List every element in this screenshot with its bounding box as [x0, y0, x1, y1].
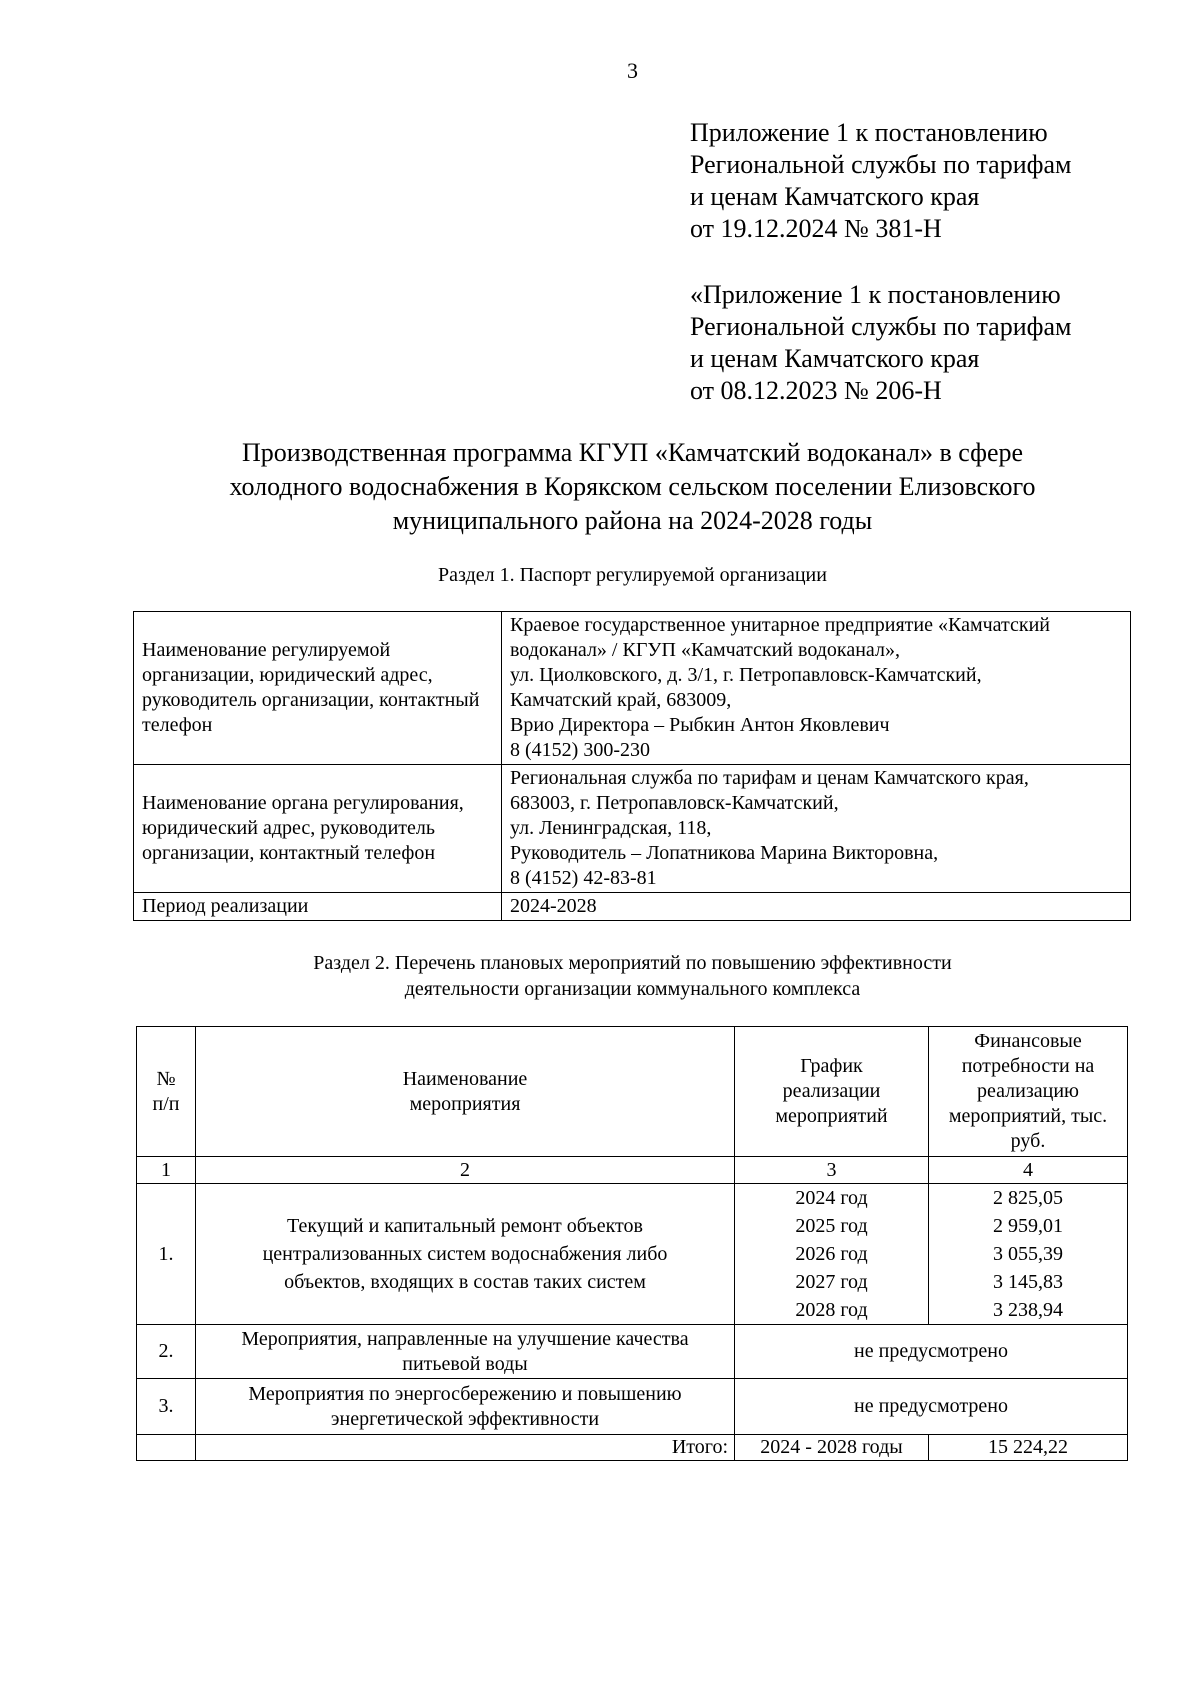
passport-value: 2024-2028 [502, 893, 1131, 921]
item-name: Мероприятия, направленные на улучшение качества питьевой воды [196, 1325, 735, 1379]
header-measure-name: Наименование мероприятия [196, 1027, 735, 1157]
financing-amount: 2 825,05 [993, 1187, 1063, 1209]
total-amount: 15 224,22 [929, 1435, 1128, 1461]
section2-title-line: деятельности организации коммунального комплекса [404, 978, 861, 1000]
appendix-line: от 08.12.2023 № 206-Н [690, 376, 942, 405]
schedule-year: 2026 год [795, 1243, 868, 1265]
column-number: 3 [735, 1157, 929, 1184]
schedule-year: 2025 год [795, 1215, 868, 1237]
header-schedule: График реализации мероприятий [735, 1027, 929, 1157]
table-row [134, 612, 1131, 765]
passport-value: Краевое государственное унитарное предприятие «Камчатский водоканал» / КГУП «Камчатский водоканал», ул. Циолковского, д. 3/1, г. Петропавловск-Камчатский, Камчатский край, 683009, Врио Директора – Рыбкин Антон Яковлевич 8 (4152) 300-230 [502, 612, 1131, 765]
appendix-reference-previous [690, 279, 1071, 407]
table-row [137, 1184, 1128, 1325]
header-number: № п/п [137, 1027, 196, 1157]
section2-title-line: Раздел 2. Перечень плановых мероприятий по повышению эффективности [313, 952, 952, 974]
column-number: 4 [929, 1157, 1128, 1184]
appendix-line: Региональной службы по тарифам [690, 312, 1072, 341]
item-name: Мероприятия по энергосбережению и повышению энергетической эффективности [196, 1379, 735, 1435]
column-number: 1 [137, 1157, 196, 1184]
schedule-year: 2027 год [795, 1271, 868, 1293]
table-header-row [137, 1027, 1128, 1157]
item-number: 1. [137, 1184, 196, 1325]
total-empty-cell [137, 1435, 196, 1461]
schedule-year: 2024 год [795, 1187, 868, 1209]
table-row [137, 1325, 1128, 1379]
financing-amount: 3 238,94 [993, 1299, 1063, 1321]
section2-title [0, 950, 1200, 1002]
item-note: не предусмотрено [735, 1325, 1128, 1379]
item-schedule [735, 1184, 929, 1325]
measures-table [136, 1026, 1128, 1461]
financing-amount: 2 959,01 [993, 1215, 1063, 1237]
appendix-line: «Приложение 1 к постановлению [690, 280, 1061, 309]
passport-table [133, 611, 1131, 921]
item-number: 2. [137, 1325, 196, 1379]
appendix-line: и ценам Камчатского края [690, 344, 980, 373]
appendix-line: Приложение 1 к постановлению [690, 118, 1048, 147]
appendix-line: от 19.12.2024 № 381-Н [690, 214, 942, 243]
appendix-line: Региональной службы по тарифам [690, 150, 1072, 179]
title-line: муниципального района на 2024-2028 годы [392, 506, 873, 535]
item-financing [929, 1184, 1128, 1325]
item-name: Текущий и капитальный ремонт объектов централизованных систем водоснабжения либо объектов, входящих в состав таких систем [196, 1184, 735, 1325]
column-numbers-row [137, 1157, 1128, 1184]
passport-value: Региональная служба по тарифам и ценам Камчатского края, 683003, г. Петропавловск-Камчатский, ул. Ленинградская, 118, Руководитель – Лопатникова Марина Викторовна, 8 (4152) 42-83-81 [502, 765, 1131, 893]
section1-title: Раздел 1. Паспорт регулируемой организации [438, 564, 827, 586]
title-line: холодного водоснабжения в Корякском сельском поселении Елизовского [229, 472, 1036, 501]
total-label: Итого: [196, 1435, 735, 1461]
table-row [137, 1379, 1128, 1435]
passport-label: Наименование регулируемой организации, юридический адрес, руководитель организации, контактный телефон [134, 612, 502, 765]
title-line: Производственная программа КГУП «Камчатский водоканал» в сфере [241, 438, 1024, 467]
passport-label: Период реализации [134, 893, 502, 921]
total-row [137, 1435, 1128, 1461]
financing-amount: 3 055,39 [993, 1243, 1063, 1265]
item-number: 3. [137, 1379, 196, 1435]
page-number: 3 [627, 58, 638, 83]
column-number: 2 [196, 1157, 735, 1184]
header-financing: Финансовые потребности на реализацию мероприятий, тыс. руб. [929, 1027, 1128, 1157]
table-row [134, 893, 1131, 921]
schedule-year: 2028 год [795, 1299, 868, 1321]
appendix-line: и ценам Камчатского края [690, 182, 980, 211]
total-period: 2024 - 2028 годы [735, 1435, 929, 1461]
table-row [134, 765, 1131, 893]
appendix-reference-current [690, 117, 1071, 245]
passport-label: Наименование органа регулирования, юридический адрес, руководитель организации, контактный телефон [134, 765, 502, 893]
financing-amount: 3 145,83 [993, 1271, 1063, 1293]
item-note: не предусмотрено [735, 1379, 1128, 1435]
document-title [150, 436, 1115, 538]
